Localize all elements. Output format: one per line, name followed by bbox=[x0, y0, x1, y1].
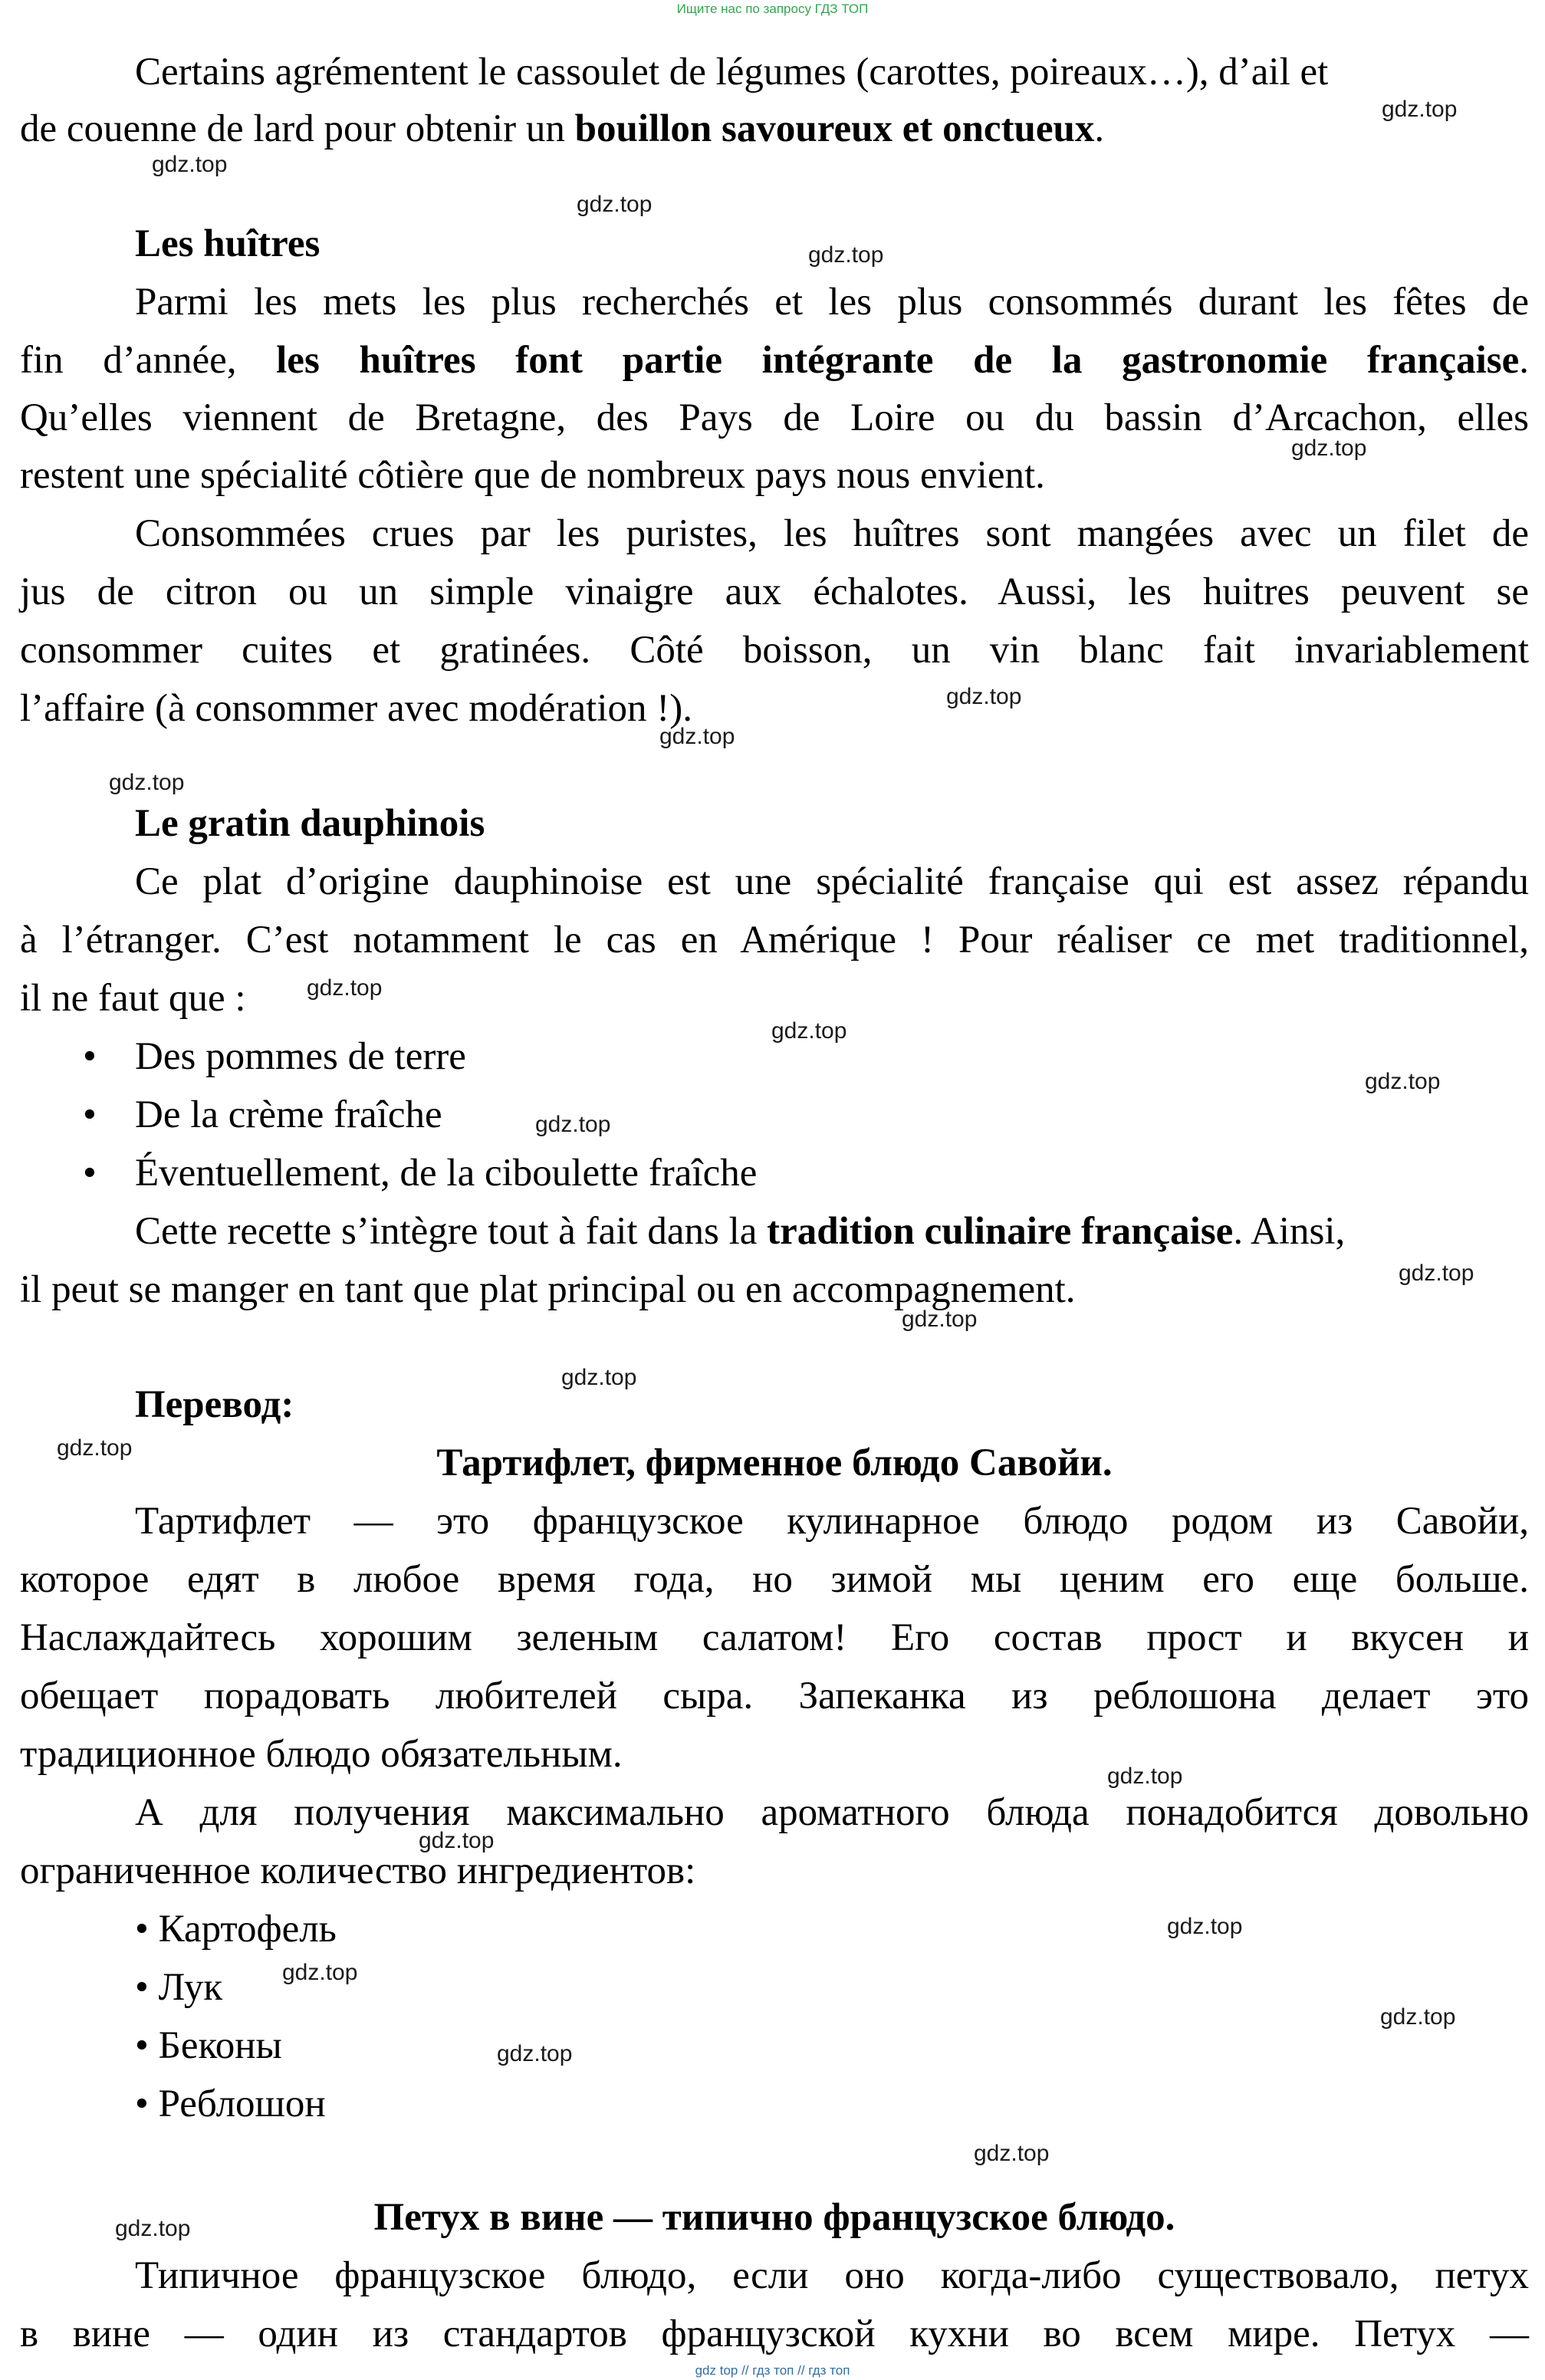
text-line: Certains agrémentent le cassoulet de légumes (carottes, poireaux…), d’ail et bbox=[135, 51, 1329, 94]
watermark: gdz.top bbox=[1365, 1069, 1441, 1094]
section-heading-coq: Петух в вине — типично французское блюдо. bbox=[373, 2196, 1175, 2239]
watermark: gdz.top bbox=[561, 1365, 637, 1390]
text-line: в вине — один из стандартов французской кухни во всем мире. Петух — bbox=[20, 2313, 1529, 2355]
text-line bbox=[20, 106, 1529, 152]
list-item: • Картофель bbox=[135, 1908, 337, 1951]
list-item: • Лук bbox=[135, 1966, 223, 2009]
text-line: А для получения максимально ароматного блюда понадобится довольно bbox=[135, 1791, 1529, 1834]
text-fragment: . bbox=[1519, 339, 1530, 382]
text-line bbox=[135, 1208, 1529, 1254]
text-fragment: . bbox=[1094, 107, 1105, 150]
text-line: il ne faut que : bbox=[20, 977, 246, 1020]
watermark: gdz.top bbox=[1382, 97, 1458, 122]
text-line bbox=[20, 337, 1529, 383]
text-line: Наслаждайтесь хорошим зеленым салатом! Его состав прост и вкусен и bbox=[20, 1616, 1529, 1659]
text-line: à l’étranger. C’est notamment le cas en Amérique ! Pour réaliser ce met traditionnel, bbox=[20, 919, 1529, 962]
bullet-icon: • bbox=[83, 1035, 97, 1078]
watermark: gdz.top bbox=[497, 2041, 573, 2066]
bottom-banner[interactable]: gdz top // гдз топ // гдз топ bbox=[695, 2363, 850, 2378]
list-item: Éventuellement, de la ciboulette fraîche bbox=[135, 1152, 758, 1195]
watermark: gdz.top bbox=[946, 684, 1022, 709]
text-fragment: . Ainsi, bbox=[1233, 1210, 1346, 1253]
watermark: gdz.top bbox=[1380, 2004, 1456, 2030]
text-line: il peut se manger en tant que plat principal ou en accompagnement. bbox=[20, 1268, 1076, 1311]
watermark: gdz.top bbox=[535, 1112, 611, 1137]
text-line: обещает порадовать любителей сыра. Запеканка из реблошона делает это bbox=[20, 1675, 1529, 1718]
section-heading-gratin: Le gratin dauphinois bbox=[135, 802, 485, 845]
list-item: • Беконы bbox=[135, 2024, 282, 2067]
top-banner[interactable]: Ищите нас по запросу ГДЗ ТОП bbox=[676, 2, 869, 16]
bullet-icon: • bbox=[83, 1152, 97, 1195]
watermark: gdz.top bbox=[57, 1435, 133, 1461]
watermark: gdz.top bbox=[902, 1307, 978, 1332]
watermark: gdz.top bbox=[771, 1018, 847, 1044]
watermark: gdz.top bbox=[152, 152, 228, 177]
translation-heading: Перевод: bbox=[135, 1383, 294, 1426]
text-line: Consommées crues par les puristes, les huîtres sont mangées avec un filet de bbox=[135, 512, 1529, 555]
text-fragment: fin d’année, bbox=[20, 339, 277, 382]
watermark: gdz.top bbox=[307, 975, 383, 1001]
watermark: gdz.top bbox=[808, 242, 884, 268]
text-line: Тартифлет — это французское кулинарное блюдо родом из Савойи, bbox=[135, 1500, 1529, 1543]
watermark: gdz.top bbox=[1399, 1261, 1474, 1286]
text-line: Ce plat d’origine dauphinoise est une spécialité française qui est assez répandu bbox=[135, 860, 1529, 903]
watermark: gdz.top bbox=[1107, 1764, 1183, 1789]
watermark: gdz.top bbox=[115, 2216, 191, 2241]
watermark: gdz.top bbox=[1167, 1914, 1243, 1939]
bold-phrase: tradition culinaire française bbox=[767, 1210, 1234, 1253]
text-line: традиционное блюдо обязательным. bbox=[20, 1733, 623, 1776]
text-line: jus de citron ou un simple vinaigre aux échalotes. Aussi, les huitres peuvent se bbox=[20, 570, 1529, 613]
watermark: gdz.top bbox=[1291, 436, 1367, 461]
text-line: Qu’elles viennent de Bretagne, des Pays de Loire ou du bassin d’Arcachon, elles bbox=[20, 396, 1529, 439]
bullet-icon: • bbox=[83, 1093, 97, 1136]
watermark: gdz.top bbox=[282, 1960, 358, 1985]
watermark: gdz.top bbox=[109, 770, 185, 795]
text-line: которое едят в любое время года, но зимой мы ценим его еще больше. bbox=[20, 1558, 1529, 1601]
text-fragment: de couenne de lard pour obtenir un bbox=[20, 107, 575, 150]
watermark: gdz.top bbox=[419, 1828, 495, 1853]
text-line: Parmi les mets les plus recherchés et les plus consommés durant les fêtes de bbox=[135, 281, 1529, 324]
section-heading-huitres: Les huîtres bbox=[135, 222, 321, 265]
list-item: De la crème fraîche bbox=[135, 1093, 442, 1136]
watermark: gdz.top bbox=[659, 724, 735, 749]
text-line: consommer cuites et gratinées. Côté boisson, un vin blanc fait invariablement bbox=[20, 629, 1529, 672]
list-item: Des pommes de terre bbox=[135, 1035, 466, 1078]
watermark: gdz.top bbox=[974, 2141, 1050, 2166]
text-line: ограниченное количество ингредиентов: bbox=[20, 1849, 696, 1892]
section-heading-tartiflette: Тартифлет, фирменное блюдо Савойи. bbox=[436, 1441, 1113, 1484]
bold-phrase: les huîtres font partie intégrante de la gastronomie française bbox=[276, 339, 1520, 382]
watermark: gdz.top bbox=[577, 192, 653, 217]
text-line: restent une spécialité côtière que de nombreux pays nous envient. bbox=[20, 454, 1045, 497]
bold-phrase: bouillon savoureux et onctueux bbox=[574, 107, 1095, 150]
text-line: Типичное французское блюдо, если оно когда-либо существовало, петух bbox=[135, 2254, 1529, 2297]
text-fragment: Cette recette s’intègre tout à fait dans la bbox=[135, 1210, 768, 1253]
text-line: l’affaire (à consommer avec modération !). bbox=[20, 687, 692, 730]
list-item: • Реблошон bbox=[135, 2082, 326, 2125]
